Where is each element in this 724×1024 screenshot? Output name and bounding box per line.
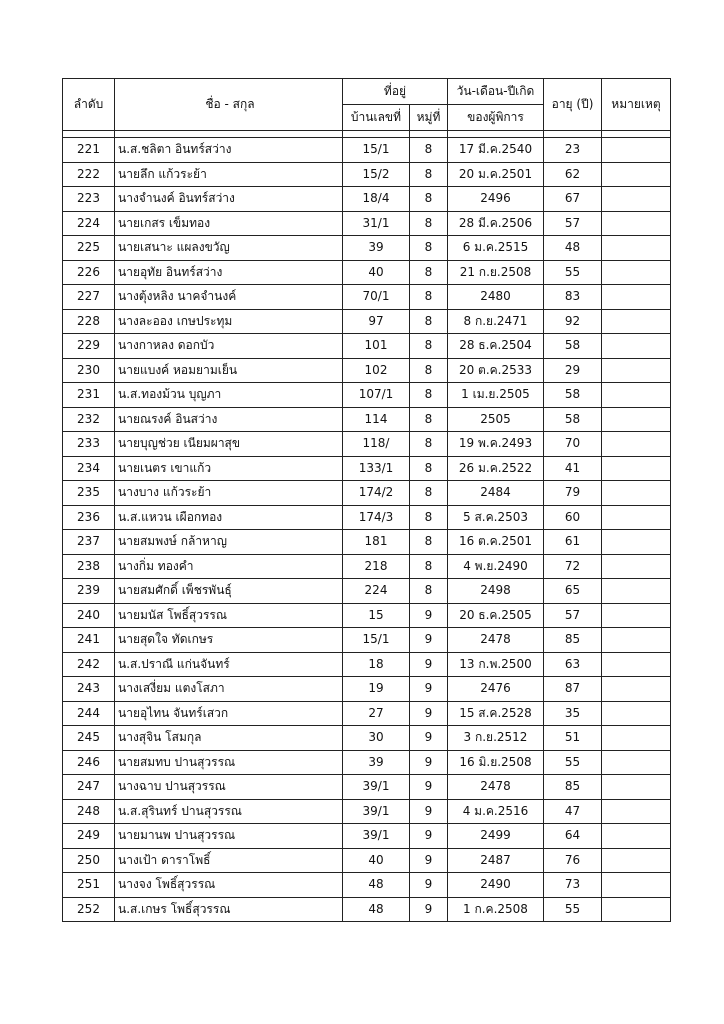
row-no-cell: 225	[63, 236, 115, 261]
row-no-cell: 249	[63, 824, 115, 849]
table-header	[63, 79, 671, 131]
row-name-cell: นางบาง แก้วระย้า	[115, 481, 343, 506]
row-note-cell	[602, 848, 671, 873]
row-moo-cell: 9	[410, 873, 448, 898]
row-age-cell: 35	[544, 701, 602, 726]
row-name-cell: นายเกสร เข็มทอง	[115, 211, 343, 236]
row-house-no-cell: 40	[343, 260, 410, 285]
row-name-cell: นางจง โพธิ์สุวรรณ	[115, 873, 343, 898]
row-dob-cell: 20 ธ.ค.2505	[448, 603, 544, 628]
row-house-no-cell: 15/1	[343, 628, 410, 653]
row-name-cell: นายลึก แก้วระย้า	[115, 162, 343, 187]
table-body	[63, 131, 671, 922]
row-dob-cell: 2484	[448, 481, 544, 506]
row-house-no-cell: 70/1	[343, 285, 410, 310]
row-no-cell: 234	[63, 456, 115, 481]
header-note: หมายเหตุ	[602, 79, 671, 131]
header-dob-line2: ของผู้พิการ	[448, 105, 544, 131]
row-note-cell	[602, 383, 671, 408]
table-row	[63, 603, 671, 628]
header-name: ชื่อ - สกุล	[115, 79, 343, 131]
row-moo-cell: 9	[410, 799, 448, 824]
row-house-no-cell: 19	[343, 677, 410, 702]
table-row	[63, 407, 671, 432]
row-house-no-cell: 18/4	[343, 187, 410, 212]
row-age-cell: 92	[544, 309, 602, 334]
row-no-cell: 224	[63, 211, 115, 236]
row-note-cell	[602, 481, 671, 506]
table-row	[63, 358, 671, 383]
row-no-cell: 245	[63, 726, 115, 751]
row-dob-cell: 4 พ.ย.2490	[448, 554, 544, 579]
row-age-cell: 58	[544, 407, 602, 432]
table-row	[63, 677, 671, 702]
row-moo-cell: 9	[410, 775, 448, 800]
row-moo-cell: 9	[410, 848, 448, 873]
row-dob-cell: 2496	[448, 187, 544, 212]
row-moo-cell: 8	[410, 579, 448, 604]
row-note-cell	[602, 603, 671, 628]
row-dob-cell: 26 ม.ค.2522	[448, 456, 544, 481]
row-dob-cell: 13 ก.พ.2500	[448, 652, 544, 677]
row-no-cell: 235	[63, 481, 115, 506]
row-dob-cell: 2478	[448, 775, 544, 800]
table-row	[63, 628, 671, 653]
header-no: ลำดับ	[63, 79, 115, 131]
row-no-cell: 221	[63, 138, 115, 163]
row-age-cell: 57	[544, 211, 602, 236]
row-note-cell	[602, 554, 671, 579]
row-house-no-cell: 114	[343, 407, 410, 432]
row-no-cell: 243	[63, 677, 115, 702]
row-moo-cell: 9	[410, 824, 448, 849]
row-moo-cell: 9	[410, 603, 448, 628]
row-age-cell: 83	[544, 285, 602, 310]
table-row	[63, 775, 671, 800]
row-name-cell: นางตุ้งหลิง นาคจำนงค์	[115, 285, 343, 310]
row-name-cell: น.ส.สุรินทร์ ปานสุวรรณ	[115, 799, 343, 824]
row-moo-cell: 9	[410, 628, 448, 653]
row-dob-cell: 2498	[448, 579, 544, 604]
table-row	[63, 799, 671, 824]
row-name-cell: นายมนัส โพธิ์สุวรรณ	[115, 603, 343, 628]
row-house-no-cell: 39	[343, 236, 410, 261]
header-gap-row	[63, 131, 671, 138]
header-moo: หมู่ที่	[410, 105, 448, 131]
row-dob-cell: 2478	[448, 628, 544, 653]
row-house-no-cell: 174/2	[343, 481, 410, 506]
row-age-cell: 55	[544, 260, 602, 285]
table-row	[63, 211, 671, 236]
row-note-cell	[602, 824, 671, 849]
row-age-cell: 64	[544, 824, 602, 849]
row-house-no-cell: 102	[343, 358, 410, 383]
row-dob-cell: 21 ก.ย.2508	[448, 260, 544, 285]
row-house-no-cell: 48	[343, 897, 410, 922]
row-moo-cell: 8	[410, 211, 448, 236]
row-dob-cell: 20 ม.ค.2501	[448, 162, 544, 187]
row-dob-cell: 8 ก.ย.2471	[448, 309, 544, 334]
row-age-cell: 79	[544, 481, 602, 506]
row-note-cell	[602, 187, 671, 212]
row-name-cell: นางฉาบ ปานสุวรรณ	[115, 775, 343, 800]
row-moo-cell: 9	[410, 652, 448, 677]
row-age-cell: 55	[544, 897, 602, 922]
table-row	[63, 750, 671, 775]
row-dob-cell: 19 พ.ค.2493	[448, 432, 544, 457]
row-age-cell: 47	[544, 799, 602, 824]
row-name-cell: นายบุญช่วย เนียมผาสุข	[115, 432, 343, 457]
row-moo-cell: 8	[410, 358, 448, 383]
row-name-cell: น.ส.เกษร โพธิ์สุวรรณ	[115, 897, 343, 922]
row-house-no-cell: 27	[343, 701, 410, 726]
row-moo-cell: 8	[410, 309, 448, 334]
row-no-cell: 226	[63, 260, 115, 285]
row-age-cell: 57	[544, 603, 602, 628]
row-age-cell: 58	[544, 334, 602, 359]
table-row	[63, 897, 671, 922]
row-note-cell	[602, 579, 671, 604]
table-row	[63, 848, 671, 873]
registry-table	[62, 78, 671, 922]
row-name-cell: นางเป้า ดาราโพธิ์	[115, 848, 343, 873]
row-note-cell	[602, 701, 671, 726]
table-row	[63, 138, 671, 163]
row-dob-cell: 6 ม.ค.2515	[448, 236, 544, 261]
row-age-cell: 87	[544, 677, 602, 702]
row-moo-cell: 9	[410, 750, 448, 775]
row-house-no-cell: 97	[343, 309, 410, 334]
row-moo-cell: 8	[410, 407, 448, 432]
row-house-no-cell: 39/1	[343, 824, 410, 849]
row-age-cell: 58	[544, 383, 602, 408]
row-house-no-cell: 224	[343, 579, 410, 604]
row-no-cell: 223	[63, 187, 115, 212]
row-dob-cell: 2487	[448, 848, 544, 873]
row-moo-cell: 8	[410, 456, 448, 481]
row-dob-cell: 28 ธ.ค.2504	[448, 334, 544, 359]
row-house-no-cell: 39/1	[343, 775, 410, 800]
row-moo-cell: 8	[410, 383, 448, 408]
row-dob-cell: 3 ก.ย.2512	[448, 726, 544, 751]
row-house-no-cell: 48	[343, 873, 410, 898]
header-dob-line1: วัน-เดือน-ปีเกิด	[448, 79, 544, 105]
table-row	[63, 652, 671, 677]
row-dob-cell: 1 เม.ย.2505	[448, 383, 544, 408]
row-name-cell: นายณรงค์ อินสว่าง	[115, 407, 343, 432]
row-no-cell: 222	[63, 162, 115, 187]
row-note-cell	[602, 530, 671, 555]
row-house-no-cell: 31/1	[343, 211, 410, 236]
row-moo-cell: 9	[410, 726, 448, 751]
row-age-cell: 51	[544, 726, 602, 751]
header-age: อายุ (ปี)	[544, 79, 602, 131]
row-note-cell	[602, 309, 671, 334]
row-no-cell: 246	[63, 750, 115, 775]
row-note-cell	[602, 138, 671, 163]
row-age-cell: 67	[544, 187, 602, 212]
row-house-no-cell: 107/1	[343, 383, 410, 408]
row-note-cell	[602, 211, 671, 236]
row-note-cell	[602, 334, 671, 359]
row-moo-cell: 9	[410, 701, 448, 726]
row-age-cell: 73	[544, 873, 602, 898]
row-note-cell	[602, 456, 671, 481]
table-row	[63, 162, 671, 187]
row-name-cell: นายแบงค์ หอมยามเย็น	[115, 358, 343, 383]
header-address: ที่อยู่	[343, 79, 448, 105]
row-dob-cell: 4 ม.ค.2516	[448, 799, 544, 824]
row-moo-cell: 9	[410, 677, 448, 702]
row-age-cell: 85	[544, 628, 602, 653]
row-house-no-cell: 15/1	[343, 138, 410, 163]
row-dob-cell: 2505	[448, 407, 544, 432]
row-age-cell: 76	[544, 848, 602, 873]
row-note-cell	[602, 775, 671, 800]
table-row	[63, 187, 671, 212]
row-name-cell: นายสมศักดิ์ เพ็ชรพันธุ์	[115, 579, 343, 604]
row-note-cell	[602, 652, 671, 677]
row-moo-cell: 8	[410, 530, 448, 555]
table-row	[63, 824, 671, 849]
row-name-cell: นายสมพงษ์ กล้าหาญ	[115, 530, 343, 555]
row-note-cell	[602, 432, 671, 457]
row-no-cell: 236	[63, 505, 115, 530]
table-row	[63, 383, 671, 408]
table-row	[63, 505, 671, 530]
row-house-no-cell: 133/1	[343, 456, 410, 481]
table-row	[63, 554, 671, 579]
row-name-cell: นายเนตร เขาแก้ว	[115, 456, 343, 481]
row-note-cell	[602, 799, 671, 824]
row-moo-cell: 8	[410, 334, 448, 359]
row-no-cell: 248	[63, 799, 115, 824]
row-dob-cell: 15 ส.ค.2528	[448, 701, 544, 726]
header-house-no: บ้านเลขที่	[343, 105, 410, 131]
row-no-cell: 230	[63, 358, 115, 383]
row-note-cell	[602, 873, 671, 898]
row-age-cell: 63	[544, 652, 602, 677]
row-moo-cell: 9	[410, 897, 448, 922]
row-age-cell: 61	[544, 530, 602, 555]
row-name-cell: นางจำนงค์ อินทร์สว่าง	[115, 187, 343, 212]
row-name-cell: นายสุดใจ ทัดเกษร	[115, 628, 343, 653]
row-name-cell: นายมานพ ปานสุวรรณ	[115, 824, 343, 849]
table-row	[63, 285, 671, 310]
row-dob-cell: 2499	[448, 824, 544, 849]
row-no-cell: 252	[63, 897, 115, 922]
row-dob-cell: 2480	[448, 285, 544, 310]
row-moo-cell: 8	[410, 236, 448, 261]
row-age-cell: 41	[544, 456, 602, 481]
row-age-cell: 23	[544, 138, 602, 163]
table-row	[63, 701, 671, 726]
table-row	[63, 260, 671, 285]
row-no-cell: 229	[63, 334, 115, 359]
row-age-cell: 65	[544, 579, 602, 604]
row-no-cell: 231	[63, 383, 115, 408]
row-house-no-cell: 101	[343, 334, 410, 359]
row-moo-cell: 8	[410, 162, 448, 187]
row-note-cell	[602, 726, 671, 751]
row-house-no-cell: 15	[343, 603, 410, 628]
row-name-cell: นางกาหลง ดอกบัว	[115, 334, 343, 359]
row-no-cell: 233	[63, 432, 115, 457]
row-name-cell: น.ส.แหวน เผือกทอง	[115, 505, 343, 530]
row-house-no-cell: 174/3	[343, 505, 410, 530]
row-dob-cell: 16 มิ.ย.2508	[448, 750, 544, 775]
row-age-cell: 70	[544, 432, 602, 457]
row-no-cell: 240	[63, 603, 115, 628]
row-note-cell	[602, 236, 671, 261]
table-row	[63, 873, 671, 898]
table-row	[63, 481, 671, 506]
row-moo-cell: 8	[410, 138, 448, 163]
row-no-cell: 250	[63, 848, 115, 873]
row-name-cell: นางเสงี่ยม แตงโสภา	[115, 677, 343, 702]
row-dob-cell: 2476	[448, 677, 544, 702]
row-no-cell: 251	[63, 873, 115, 898]
row-name-cell: น.ส.ปราณี แก่นจันทร์	[115, 652, 343, 677]
row-moo-cell: 8	[410, 481, 448, 506]
row-age-cell: 48	[544, 236, 602, 261]
row-no-cell: 241	[63, 628, 115, 653]
row-note-cell	[602, 285, 671, 310]
row-moo-cell: 8	[410, 187, 448, 212]
row-moo-cell: 8	[410, 554, 448, 579]
row-house-no-cell: 40	[343, 848, 410, 873]
row-dob-cell: 20 ต.ค.2533	[448, 358, 544, 383]
table-row	[63, 334, 671, 359]
row-note-cell	[602, 162, 671, 187]
table-row	[63, 236, 671, 261]
row-name-cell: นางกิ่ม ทองคำ	[115, 554, 343, 579]
row-note-cell	[602, 677, 671, 702]
row-house-no-cell: 181	[343, 530, 410, 555]
row-dob-cell: 2490	[448, 873, 544, 898]
row-no-cell: 242	[63, 652, 115, 677]
row-dob-cell: 5 ส.ค.2503	[448, 505, 544, 530]
row-moo-cell: 8	[410, 432, 448, 457]
row-house-no-cell: 218	[343, 554, 410, 579]
row-note-cell	[602, 897, 671, 922]
row-age-cell: 55	[544, 750, 602, 775]
row-name-cell: นายอุทัย อินทร์สว่าง	[115, 260, 343, 285]
row-name-cell: นายเสนาะ แผลงขวัญ	[115, 236, 343, 261]
row-house-no-cell: 118/	[343, 432, 410, 457]
row-no-cell: 244	[63, 701, 115, 726]
row-dob-cell: 28 มี.ค.2506	[448, 211, 544, 236]
row-no-cell: 227	[63, 285, 115, 310]
row-age-cell: 62	[544, 162, 602, 187]
row-age-cell: 72	[544, 554, 602, 579]
row-name-cell: นายสมทบ ปานสุวรรณ	[115, 750, 343, 775]
row-name-cell: น.ส.ทองม้วน บุญภา	[115, 383, 343, 408]
row-no-cell: 232	[63, 407, 115, 432]
row-moo-cell: 8	[410, 260, 448, 285]
table-row	[63, 579, 671, 604]
row-note-cell	[602, 407, 671, 432]
row-no-cell: 239	[63, 579, 115, 604]
row-age-cell: 60	[544, 505, 602, 530]
row-house-no-cell: 39	[343, 750, 410, 775]
row-age-cell: 29	[544, 358, 602, 383]
table-row	[63, 456, 671, 481]
row-name-cell: นางสุจิน โสมกุล	[115, 726, 343, 751]
row-name-cell: น.ส.ชลิตา อินทร์สว่าง	[115, 138, 343, 163]
row-moo-cell: 8	[410, 505, 448, 530]
row-name-cell: นายอุไทน จันทร์เสวก	[115, 701, 343, 726]
row-no-cell: 247	[63, 775, 115, 800]
row-no-cell: 228	[63, 309, 115, 334]
table-row	[63, 432, 671, 457]
table-row	[63, 309, 671, 334]
row-note-cell	[602, 750, 671, 775]
row-house-no-cell: 30	[343, 726, 410, 751]
row-note-cell	[602, 358, 671, 383]
row-dob-cell: 17 มี.ค.2540	[448, 138, 544, 163]
row-note-cell	[602, 628, 671, 653]
row-no-cell: 238	[63, 554, 115, 579]
row-note-cell	[602, 260, 671, 285]
row-house-no-cell: 15/2	[343, 162, 410, 187]
table-row	[63, 530, 671, 555]
row-name-cell: นางละออง เกษประทุม	[115, 309, 343, 334]
row-house-no-cell: 39/1	[343, 799, 410, 824]
row-moo-cell: 8	[410, 285, 448, 310]
row-dob-cell: 16 ต.ค.2501	[448, 530, 544, 555]
row-no-cell: 237	[63, 530, 115, 555]
disability-registry-page	[62, 78, 671, 922]
row-note-cell	[602, 505, 671, 530]
row-house-no-cell: 18	[343, 652, 410, 677]
table-row	[63, 726, 671, 751]
row-dob-cell: 1 ก.ค.2508	[448, 897, 544, 922]
row-age-cell: 85	[544, 775, 602, 800]
